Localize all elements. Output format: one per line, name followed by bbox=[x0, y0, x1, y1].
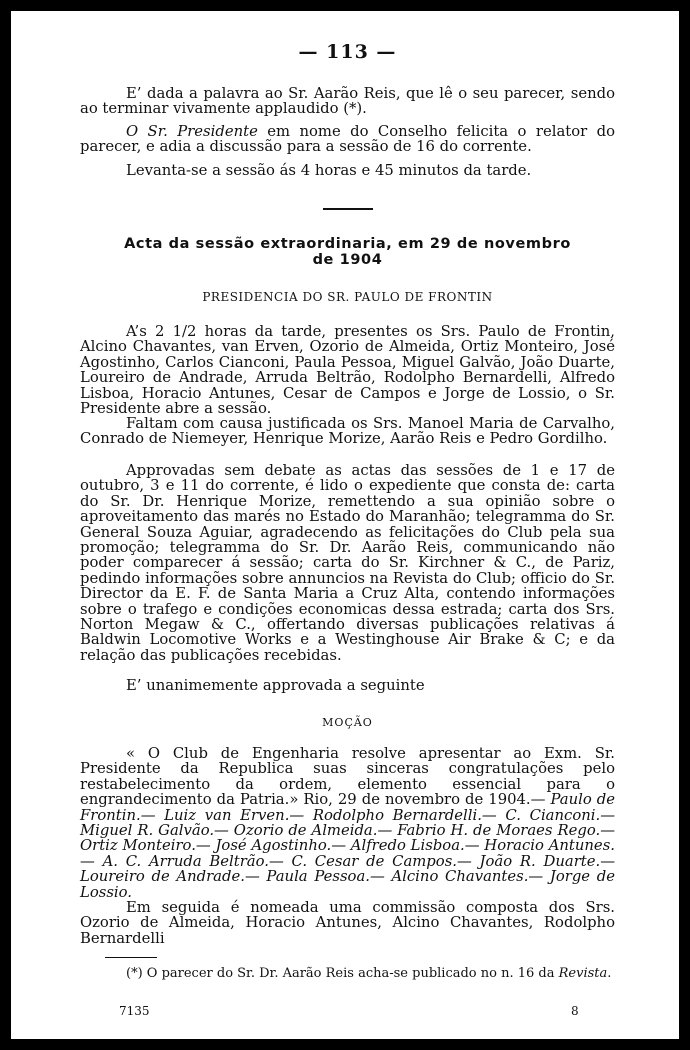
section-title-line2: de 1904 bbox=[312, 252, 383, 268]
section-divider bbox=[323, 208, 373, 210]
paragraph-commission: Em seguida é nomeada uma commissão composta dos Srs. Ozorio de Almeida, Horacio Antunes, Alcino Chavantes, Rodolpho Bernardelli bbox=[80, 899, 615, 947]
motion-signatures: Paulo de Frontin.— Luiz van Erven.— Rodolpho Bernardelli.— C. Cianconi.— Miguel R. Galvão.— Ozorio de Almeida.— Fabrio H. de Moraes Rego.— Ortiz Monteiro.— José Agostinho.— Alfredo Lisboa.— Horacio Antunes.— A. C. Arruda Beltrão.— C. Cesar de Campos.— João R. Duarte.— Loureiro de Andrade.— Paula Pessoa.— Alcino Chavantes.— Jorge de Lossio. bbox=[80, 791, 615, 901]
paragraph-president-congratulates bbox=[80, 124, 615, 155]
section-title-line1: Acta da sessão extraordinaria, em 29 de novembro bbox=[124, 236, 571, 252]
printer-signature: 7135 bbox=[119, 1004, 150, 1018]
footnote-divider bbox=[105, 957, 157, 958]
footnote-end: . bbox=[607, 966, 612, 981]
paragraph-applause: E’ dada a palavra ao Sr. Aarão Reis, que lê o seu parecer, sendo ao terminar vivamente applaudido (*). bbox=[80, 85, 615, 118]
paragraph-attendance: A’s 2 1/2 horas da tarde, presentes os Srs. Paulo de Frontin, Alcino Chavantes, van Erven, Ozorio de Almeida, Ortiz Monteiro, José Agostinho, Carlos Cianconi, Paula Pessoa, Miguel Galvão, João Duarte, Loureiro de Andrade, Arruda Beltrão, Rodolpho Bernardelli, Alfredo Lisboa, Horacio Antunes, Cesar de Campos e Jorge de Lossio, o Sr. Presidente abre a sessão. bbox=[80, 323, 615, 418]
presidency-line: PRESIDENCIA DO SR. PAULO DE FRONTIN bbox=[202, 290, 493, 304]
paragraph-president-rest: em nome do Conselho felicita o relator do parecer, e adia a discussão para a sessão de 16 do corrente. bbox=[80, 123, 615, 156]
footnote-text: (*) O parecer do Sr. Dr. Aarão Reis acha-se publicado no n. 16 da bbox=[126, 966, 559, 981]
section-title bbox=[80, 236, 615, 268]
paragraph-session-closed: Levanta-se a sessão ás 4 horas e 45 minutos da tarde. bbox=[126, 162, 532, 179]
paragraph-motion bbox=[80, 746, 615, 900]
page-number: — 113 — bbox=[298, 41, 397, 63]
sheet-number: 8 bbox=[571, 1004, 579, 1018]
paragraph-absences: Faltam com causa justificada os Srs. Manoel Maria de Carvalho, Conrado de Niemeyer, Henrique Morize, Aarão Reis e Pedro Gordilho. bbox=[80, 415, 615, 448]
president-label: O Sr. Presidente bbox=[126, 123, 258, 140]
motion-text: « O Club de Engenharia resolve apresentar ao Exm. Sr. Presidente da Republica suas sinceras congratulações pelo restabelecimento da ordem, elemento essencial para o engrandecimento da Patria.» Rio, 29 de novembro de 1904.— bbox=[80, 745, 615, 809]
paragraph-approved: E’ unanimemente approvada a seguinte bbox=[126, 677, 425, 694]
paragraph-correspondence: Approvadas sem debate as actas das sessões de 1 e 17 de outubro, 3 e 11 do corrente, é lido o expediente que consta de: carta do Sr. Dr. Henrique Morize, remettendo a sua opinião sobre o aproveitamento das marés no Estado do Maranhão; telegramma do Sr. General Souza Aguiar, agradecendo as felicitações do Club pela sua promoção; telegramma do Sr. Dr. Aarão Reis, communicando não poder comparecer á sessão; carta do Sr. Kirchner & C., de Pariz, pedindo informações sobre annuncios na Revista do Club; officio do Sr. Director da E. F. de Santa Maria a Cruz Alta, contendo informações sobre o trafego e condições economicas dessa estrada; carta dos Srs. Norton Megaw & C., offertando diversas publicações relativas á Baldwin Locomotive Works e a Westinghouse Air Brake & C; e da relação das publicações recebidas. bbox=[80, 462, 615, 664]
footnote bbox=[80, 966, 615, 981]
document-page bbox=[11, 11, 679, 1039]
footnote-journal: Revista bbox=[558, 966, 608, 981]
motion-heading: MOÇÃO bbox=[322, 716, 373, 729]
